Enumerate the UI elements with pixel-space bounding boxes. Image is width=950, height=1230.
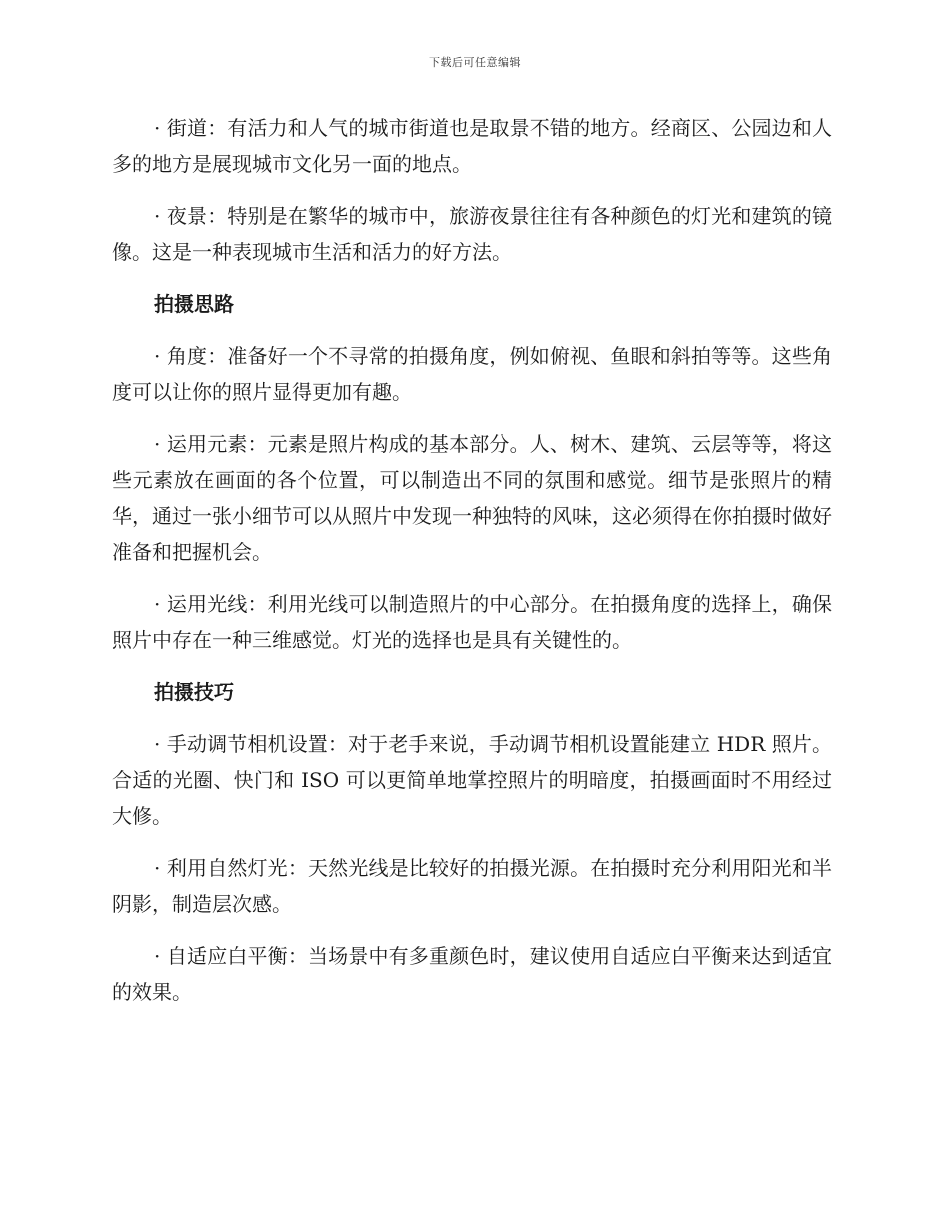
paragraph-street: · 街道：有活力和人气的城市街道也是取景不错的地方。经商区、公园边和人多的地方是展现城市文化另一面的地点。 — [112, 116, 832, 176]
heading-shooting-ideas: 拍摄思路 — [154, 292, 234, 316]
paragraph-light: · 运用光线：利用光线可以制造照片的中心部分。在拍摄角度的选择上，确保照片中存在一种三维感觉。灯光的选择也是具有关键性的。 — [112, 592, 832, 652]
paragraph-white-balance: · 自适应白平衡：当场景中有多重颜色时，建议使用自适应白平衡来达到适宜的效果。 — [112, 944, 832, 1004]
heading-shooting-techniques: 拍摄技巧 — [154, 680, 234, 704]
paragraph-natural-light: · 利用自然灯光：天然光线是比较好的拍摄光源。在拍摄时充分利用阳光和半阴影，制造层次感。 — [112, 856, 832, 916]
paragraph-night-scene: · 夜景：特别是在繁华的城市中，旅游夜景往往有各种颜色的灯光和建筑的镜像。这是一种表现城市生活和活力的好方法。 — [112, 204, 832, 264]
page-header: 下载后可任意编辑 — [429, 56, 521, 69]
paragraph-angle: · 角度：准备好一个不寻常的拍摄角度，例如俯视、鱼眼和斜拍等等。这些角度可以让你的照片显得更加有趣。 — [112, 344, 832, 404]
paragraph-manual-settings: · 手动调节相机设置：对于老手来说，手动调节相机设置能建立 HDR 照片。合适的光圈、快门和 ISO 可以更简单地掌控照片的明暗度，拍摄画面时不用经过大修。 — [112, 732, 832, 828]
document-body — [112, 110, 832, 1026]
paragraph-elements: · 运用元素：元素是照片构成的基本部分。人、树木、建筑、云层等等，将这些元素放在画面的各个位置，可以制造出不同的氛围和感觉。细节是张照片的精华，通过一张小细节可以从照片中发现一种独特的风味，这必须得在你拍摄时做好准备和把握机会。 — [112, 432, 832, 564]
